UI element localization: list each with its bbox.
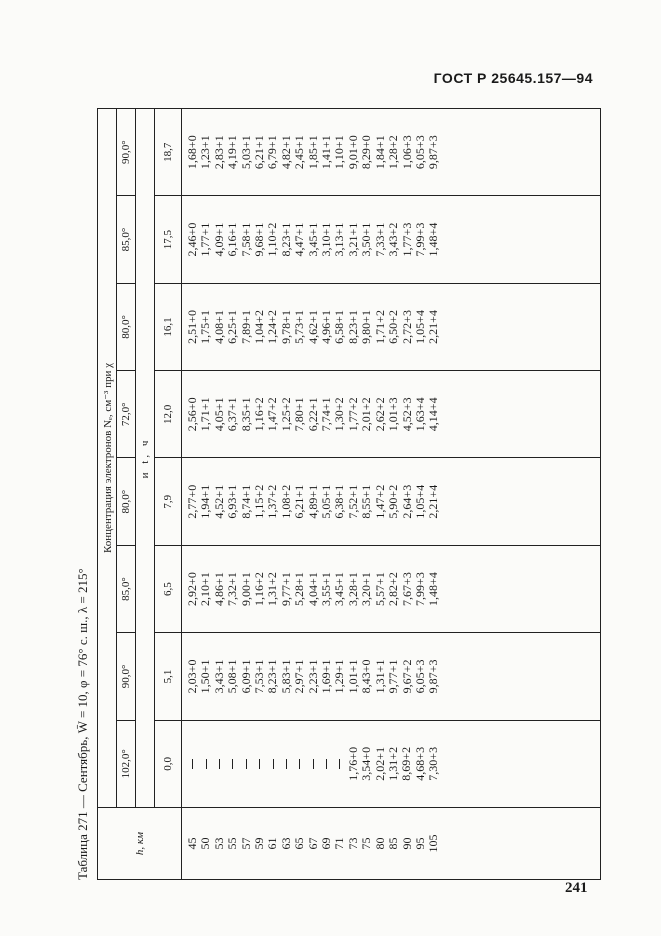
data-cell: 2,82+2: [386, 572, 401, 606]
data-cell: 4,19+1: [225, 135, 240, 170]
height-value: 55: [225, 837, 240, 850]
t-header: 12,0: [155, 371, 182, 458]
data-cell: 2,23+1: [305, 659, 320, 694]
data-cell: 1,37+2: [265, 484, 280, 519]
data-column: [182, 371, 601, 458]
data-cell: 7,52+1: [345, 484, 360, 519]
t-header: 5,1: [155, 633, 182, 720]
dash-cell: [307, 721, 320, 807]
chi-header: 80,0°: [117, 458, 136, 545]
data-cell: 2,21+4: [426, 310, 441, 344]
data-cell: 8,35+1: [238, 397, 253, 432]
data-cell: 4,96+1: [319, 310, 334, 344]
data-cell: 3,45+1: [332, 572, 347, 606]
data-cell: 4,08+1: [211, 310, 226, 344]
data-cell: 7,99+3: [412, 222, 427, 257]
rotated-table-block: [73, 108, 596, 880]
data-cell: 5,05+1: [319, 484, 334, 519]
height-value: 80: [372, 837, 387, 850]
dash-cell: [199, 721, 212, 807]
data-cell: 1,05+4: [412, 310, 427, 344]
data-cell: 1,48+4: [426, 222, 441, 257]
data-column: [182, 196, 601, 283]
height-value: 63: [278, 837, 293, 850]
data-cell: 5,28+1: [292, 572, 307, 606]
data-cell: 7,53+1: [252, 659, 267, 694]
data-cell: 1,50+1: [198, 659, 213, 694]
chi-header: 90,0°: [117, 109, 136, 196]
data-cell: 1,48+4: [426, 572, 441, 606]
data-cell: 4,04+1: [305, 572, 320, 606]
data-cell: 1,31+1: [372, 659, 387, 694]
data-cell: 3,55+1: [319, 572, 334, 606]
data-cell: 5,83+1: [278, 659, 293, 694]
data-cell: 6,79+1: [265, 135, 280, 170]
data-cell: 1,76+0: [345, 746, 360, 781]
data-cell: 2,46+0: [185, 222, 199, 257]
data-cell: 2,03+0: [185, 659, 199, 694]
height-value: 90: [399, 837, 414, 850]
data-cell: 8,23+1: [345, 310, 360, 344]
data-cell: 7,58+1: [238, 222, 253, 257]
dash-cell: [253, 721, 266, 807]
data-cell: 6,58+1: [332, 310, 347, 344]
data-cell: 4,89+1: [305, 484, 320, 519]
data-cell: 5,57+1: [372, 572, 387, 606]
chi-header: 90,0°: [117, 633, 136, 720]
data-cell: 1,15+2: [252, 484, 267, 519]
dash-cell: [226, 721, 239, 807]
data-cell: 1,75+1: [198, 310, 213, 344]
height-value: 71: [332, 837, 347, 850]
data-cell: 4,09+1: [211, 222, 226, 257]
data-column: [182, 458, 601, 545]
data-cell: 1,08+2: [278, 484, 293, 519]
data-cell: 1,24+2: [265, 310, 280, 344]
data-cell: 5,03+1: [238, 135, 253, 170]
data-cell: 4,47+1: [292, 222, 307, 257]
t-header: 17,5: [155, 196, 182, 283]
data-cell: 8,74+1: [238, 484, 253, 519]
height-value: 73: [345, 837, 360, 850]
data-cell: 9,00+1: [238, 572, 253, 606]
data-cell: 5,73+1: [292, 310, 307, 344]
data-cell: 1,63+4: [412, 397, 427, 432]
height-value: 67: [305, 837, 320, 850]
data-cell: 1,05+4: [412, 484, 427, 519]
data-cell: 1,85+1: [305, 135, 320, 170]
data-column: [182, 109, 601, 196]
dash-cell: [240, 721, 253, 807]
data-cell: 4,82+1: [278, 135, 293, 170]
chi-header: 72,0°: [117, 371, 136, 458]
data-cell: 8,43+0: [359, 659, 374, 694]
data-cell: 5,08+1: [225, 659, 240, 694]
data-cell: 4,62+1: [305, 310, 320, 344]
dash-cell: [266, 721, 279, 807]
data-cell: 7,80+1: [292, 397, 307, 432]
data-cell: 2,72+3: [399, 310, 414, 344]
data-cell: 4,05+1: [211, 397, 226, 432]
data-cell: 6,05+3: [412, 659, 427, 694]
data-cell: 1,23+1: [198, 135, 213, 170]
height-value: 50: [198, 837, 213, 850]
data-cell: 1,31+2: [385, 746, 400, 781]
data-cell: 6,93+1: [225, 484, 240, 519]
chi-header: 102,0°: [117, 720, 136, 807]
data-cell: 6,16+1: [225, 222, 240, 257]
data-cell: 1,29+1: [332, 659, 347, 694]
data-cell: 1,16+2: [252, 397, 267, 432]
data-cell: 2,92+0: [185, 572, 199, 606]
data-cell: 2,02+1: [372, 746, 387, 781]
chi-header: 85,0°: [117, 545, 136, 632]
chi-header: 80,0°: [117, 283, 136, 370]
data-cell: 2,77+0: [185, 484, 199, 519]
data-cell: 2,51+0: [185, 310, 199, 344]
data-cell: 2,97+1: [292, 659, 307, 694]
data-cell: 6,05+3: [412, 135, 427, 170]
data-cell: 1,06+3: [399, 135, 414, 170]
group-header: Концентрация электронов Nₑ, см⁻³ при χ: [98, 109, 117, 808]
data-column: [182, 720, 601, 807]
data-cell: 2,56+0: [185, 397, 199, 432]
data-cell: 7,74+1: [319, 397, 334, 432]
data-cell: 1,31+2: [265, 572, 280, 606]
data-cell: 2,45+1: [292, 135, 307, 170]
data-cell: 6,50+2: [386, 310, 401, 344]
data-cell: 1,30+2: [332, 397, 347, 432]
data-cell: 2,01+2: [359, 397, 374, 432]
height-value: 85: [386, 837, 401, 850]
data-cell: 1,10+1: [332, 135, 347, 170]
height-value: 69: [319, 837, 334, 850]
data-cell: 8,69+2: [399, 746, 414, 781]
data-cell: 1,01+3: [386, 397, 401, 432]
data-cell: 9,77+1: [386, 659, 401, 694]
data-cell: 7,30+3: [426, 746, 441, 781]
data-cell: 1,84+1: [372, 135, 387, 170]
h-header: h, км: [98, 808, 182, 880]
height-value: 65: [292, 837, 307, 850]
data-cell: 6,09+1: [238, 659, 253, 694]
height-value: 53: [211, 837, 226, 850]
t-header: 18,7: [155, 109, 182, 196]
table-caption: Таблица 271 — Сентябрь, W̄ = 10, φ = 76° с. ш., λ = 215°: [75, 568, 90, 880]
data-cell: 5,90+2: [386, 484, 401, 519]
data-cell: 1,94+1: [198, 484, 213, 519]
data-cell: 1,77+1: [198, 222, 213, 257]
data-cell: 8,55+1: [359, 484, 374, 519]
data-cell: 7,33+1: [372, 222, 387, 257]
data-cell: 3,21+1: [345, 222, 360, 257]
data-cell: 9,87+3: [426, 135, 441, 170]
data-cell: 2,10+1: [198, 572, 213, 606]
height-value: 61: [265, 837, 280, 850]
data-cell: 1,47+2: [372, 484, 387, 519]
chi-header: 85,0°: [117, 196, 136, 283]
data-cell: 3,43+2: [386, 222, 401, 257]
dash-cell: [293, 721, 306, 807]
data-cell: 3,20+1: [359, 572, 374, 606]
data-cell: 6,25+1: [225, 310, 240, 344]
data-cell: 7,67+3: [399, 572, 414, 606]
height-value: 57: [238, 837, 253, 850]
data-cell: 2,83+1: [211, 135, 226, 170]
data-cell: 9,78+1: [278, 310, 293, 344]
data-cell: 6,21+1: [252, 135, 267, 170]
standard-header: ГОСТ Р 25645.157—94: [433, 70, 593, 86]
data-cell: 6,37+1: [225, 397, 240, 432]
data-cell: 1,04+2: [252, 310, 267, 344]
data-cell: 8,23+1: [278, 222, 293, 257]
t-header: 16,1: [155, 283, 182, 370]
data-cell: 1,25+2: [278, 397, 293, 432]
data-cell: 1,28+2: [386, 135, 401, 170]
page-number: 241: [565, 880, 588, 896]
height-value: 95: [412, 837, 427, 850]
data-cell: 9,80+1: [359, 310, 374, 344]
heights-column: [182, 808, 601, 880]
data-cell: 6,22+1: [305, 397, 320, 432]
data-cell: 3,28+1: [345, 572, 360, 606]
data-cell: 4,52+3: [399, 397, 414, 432]
data-table: [97, 108, 601, 880]
dash-cell: [280, 721, 293, 807]
data-cell: 6,38+1: [332, 484, 347, 519]
data-column: [182, 633, 601, 720]
data-cell: 1,47+2: [265, 397, 280, 432]
t-header: 6,5: [155, 545, 182, 632]
data-cell: 6,21+1: [292, 484, 307, 519]
data-cell: 1,77+2: [345, 397, 360, 432]
data-cell: 1,10+2: [265, 222, 280, 257]
data-cell: 1,41+1: [319, 135, 334, 170]
dash-cell: [213, 721, 226, 807]
data-cell: 4,86+1: [211, 572, 226, 606]
data-cell: 9,68+1: [252, 222, 267, 257]
height-value: 59: [252, 837, 267, 850]
data-cell: 9,87+3: [426, 659, 441, 694]
data-cell: 7,99+3: [412, 572, 427, 606]
data-cell: 9,77+1: [278, 572, 293, 606]
data-cell: 3,50+1: [359, 222, 374, 257]
height-value: 75: [359, 837, 374, 850]
data-column: [182, 283, 601, 370]
data-cell: 3,10+1: [319, 222, 334, 257]
data-cell: 1,77+3: [399, 222, 414, 257]
data-cell: 3,13+1: [332, 222, 347, 257]
data-cell: 1,71+1: [198, 397, 213, 432]
data-cell: 3,54+0: [359, 746, 374, 781]
sub-header: и t, ч: [136, 109, 155, 808]
data-cell: 2,21+4: [426, 484, 441, 519]
dash-cell: [333, 721, 346, 807]
t-header: 7,9: [155, 458, 182, 545]
data-cell: 4,52+1: [211, 484, 226, 519]
dash-cell: [186, 721, 199, 807]
data-cell: 9,67+2: [399, 659, 414, 694]
data-cell: 1,16+2: [252, 572, 267, 606]
data-cell: 2,62+2: [372, 397, 387, 432]
data-cell: 4,68+3: [412, 746, 427, 781]
dash-cell: [320, 721, 333, 807]
data-cell: 1,01+1: [345, 659, 360, 694]
data-cell: 9,01+0: [345, 135, 360, 170]
height-value: 105: [426, 834, 441, 853]
height-value: 45: [185, 837, 199, 850]
data-cell: 8,23+1: [265, 659, 280, 694]
data-cell: 1,71+2: [372, 310, 387, 344]
data-cell: 4,14+4: [426, 397, 441, 432]
data-cell: 8,29+0: [359, 135, 374, 170]
data-cell: 3,43+1: [211, 659, 226, 694]
t-header: 0,0: [155, 720, 182, 807]
data-cell: 7,32+1: [225, 572, 240, 606]
data-cell: 3,45+1: [305, 222, 320, 257]
data-cell: 7,89+1: [238, 310, 253, 344]
data-cell: 1,69+1: [319, 659, 334, 694]
data-cell: 1,68+0: [185, 135, 199, 170]
data-cell: 2,64+3: [399, 484, 414, 519]
data-column: [182, 545, 601, 632]
